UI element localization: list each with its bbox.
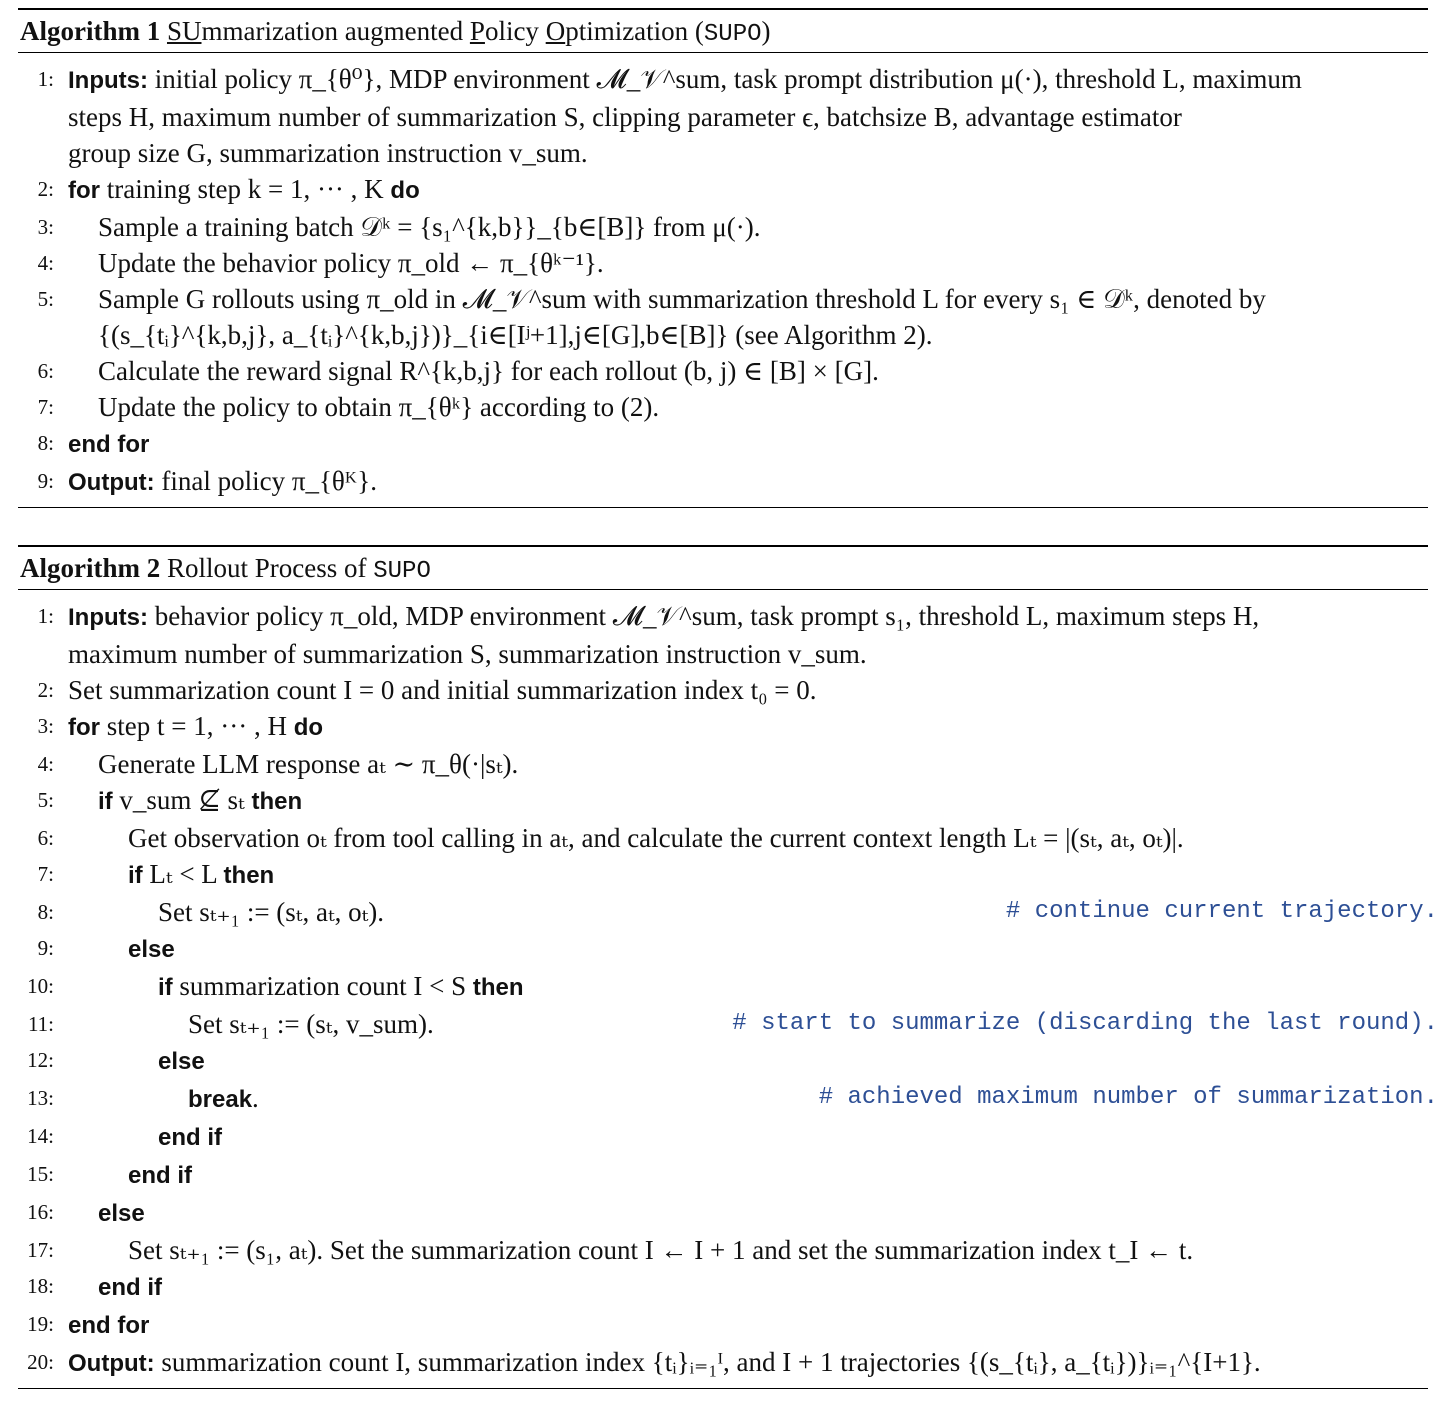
keyword: then (251, 788, 303, 815)
line-number: 13: (27, 1086, 54, 1110)
bottom-rule (18, 507, 1428, 508)
line-text: Calculate the reward signal R^{k,b,j} for each rollout (b, j) ∈ [B] × [G]. (98, 356, 879, 386)
line-text: Update the policy to obtain π_{θᵏ} according to (2). (98, 392, 660, 422)
algo-line (18, 61, 1428, 99)
keyword: for (68, 714, 100, 741)
line-number: 19: (27, 1312, 54, 1336)
algo-line (18, 930, 1428, 968)
algo-line (18, 171, 1428, 209)
title-text: Rollout Process of (166, 553, 367, 583)
algo-line (18, 281, 1428, 317)
algo-line (18, 1006, 1438, 1042)
line-number: 5: (37, 287, 54, 311)
algo-line (18, 425, 1428, 463)
keyword: end for (68, 1312, 150, 1339)
keyword: do (390, 177, 420, 204)
title-part: P (469, 16, 485, 46)
keyword: if (98, 788, 113, 815)
algo-line (18, 1232, 1428, 1268)
keyword: if (128, 862, 143, 889)
line-text: step t = 1, ··· , H (106, 711, 287, 741)
line-number: 12: (27, 1048, 54, 1072)
line-number: 16: (27, 1200, 54, 1224)
algorithm-1-body (18, 53, 1428, 507)
line-text: Sample a training batch 𝒟ᵏ = {s₁^{k,b}}_{b∈[B]} from μ(·). (98, 212, 761, 242)
line-number: 4: (37, 752, 54, 776)
code-comment: # start to summarize (discarding the last round). (732, 1010, 1438, 1037)
keyword: end for (68, 431, 150, 458)
line-number: 8: (37, 900, 54, 924)
algo-line (18, 353, 1428, 389)
keyword: then (223, 862, 275, 889)
algo-line (18, 894, 1438, 930)
keyword: break (188, 1086, 253, 1113)
line-number: 3: (37, 714, 54, 738)
line-number: 14: (27, 1124, 54, 1148)
algo-line (18, 1194, 1428, 1232)
algo-line (18, 209, 1428, 245)
algo-line (18, 1118, 1428, 1156)
algorithm-1-title (18, 10, 1428, 52)
line-text: Set sₜ₊₁ := (sₜ, aₜ, oₜ). (158, 897, 385, 927)
algo-line (18, 317, 1428, 353)
bottom-rule (18, 1388, 1428, 1389)
keyword: else (158, 1048, 205, 1075)
algorithm-1-box (18, 8, 1428, 508)
algo-line (18, 463, 1428, 501)
line-text: {(s_{tᵢ}^{k,b,j}, a_{tᵢ}^{k,b,j})}_{i∈[Iʲ+1],j∈[G],b∈[B]} (see Algorithm 2). (98, 320, 933, 350)
algo-line (18, 968, 1428, 1006)
algo-line (18, 99, 1428, 135)
line-text: Set sₜ₊₁ := (sₜ, v_sum). (188, 1009, 434, 1039)
algo-line (18, 245, 1428, 281)
line-number: 18: (27, 1274, 54, 1298)
keyword: then (472, 974, 524, 1001)
line-text: Lₜ < L (149, 859, 217, 889)
algo-line (18, 1080, 1438, 1118)
line-number: 6: (37, 359, 54, 383)
algorithm-2-title (18, 547, 1428, 589)
line-text: . (252, 1083, 259, 1113)
keyword: if (158, 974, 173, 1001)
line-number: 20: (27, 1350, 54, 1374)
line-number: 1: (37, 604, 54, 628)
keyword: else (98, 1200, 145, 1227)
title-part: ) (761, 16, 771, 46)
title-part: mmarization augmented (201, 16, 470, 46)
algo-line (18, 1042, 1428, 1080)
line-number: 1: (37, 67, 54, 91)
line-text: group size G, summarization instruction v_sum. (68, 138, 588, 168)
keyword: Output: (68, 1350, 155, 1377)
algo-line (18, 389, 1428, 425)
keyword: Output: (68, 469, 155, 496)
title-part: olicy (484, 16, 546, 46)
line-text: summarization count I, summarization index {tᵢ}ᵢ₌₁ᴵ, and I + 1 trajectories {(s_{tᵢ}, a_{tᵢ})}ᵢ₌₁^{I+1}. (161, 1347, 1261, 1377)
line-number: 7: (37, 395, 54, 419)
line-text: training step k = 1, ··· , K (106, 174, 384, 204)
line-text: behavior policy π_old, MDP environment 𝓜_𝒱^sum, task prompt s₁, threshold L, maximum steps H, (154, 601, 1260, 631)
keyword: end if (128, 1162, 192, 1189)
line-text: summarization count I < S (179, 971, 467, 1001)
title-part: SU (166, 16, 202, 46)
algo-line (18, 820, 1428, 856)
algo-line (18, 1156, 1428, 1194)
title-code: SUPO (703, 21, 762, 48)
line-text: Update the behavior policy π_old ← π_{θᵏ⁻¹}. (98, 248, 604, 278)
line-number: 10: (27, 974, 54, 998)
title-code: SUPO (373, 558, 431, 585)
title-part: O (545, 16, 566, 46)
line-number: 2: (37, 177, 54, 201)
line-number: 11: (27, 1012, 54, 1036)
line-number: 6: (37, 826, 54, 850)
code-comment: # achieved maximum number of summarization. (818, 1084, 1438, 1111)
algo-line (18, 1344, 1428, 1382)
algorithm-label: Algorithm 1 (20, 16, 161, 46)
line-text: Set summarization count I = 0 and initial summarization index t₀ = 0. (68, 675, 817, 705)
algorithm-2-box (18, 545, 1438, 1389)
line-text: Sample G rollouts using π_old in 𝓜_𝒱^sum with summarization threshold L for every s₁ ∈ 𝒟ᵏ, denoted by (98, 284, 1266, 314)
line-number: 2: (37, 678, 54, 702)
keyword: for (68, 177, 100, 204)
line-text: Get observation oₜ from tool calling in aₜ, and calculate the current context length Lₜ = |(sₜ, aₜ, oₜ)|. (128, 823, 1184, 853)
keyword: do (293, 714, 324, 741)
algo-line (18, 1268, 1428, 1306)
line-text: v_sum ⊈ sₜ (119, 785, 245, 815)
line-number: 15: (27, 1162, 54, 1186)
algo-line (18, 708, 1428, 746)
keyword: end if (98, 1274, 162, 1301)
algorithm-2-body (18, 590, 1438, 1388)
algo-line (18, 782, 1428, 820)
line-number: 9: (37, 936, 54, 960)
line-number: 17: (27, 1238, 54, 1262)
line-number: 8: (37, 431, 54, 455)
code-comment: # continue current trajectory. (1005, 898, 1438, 925)
line-text: Generate LLM response aₜ ∼ π_θ(·|sₜ). (98, 749, 519, 779)
title-part: ptimization ( (565, 16, 704, 46)
algo-line (18, 746, 1428, 782)
algorithm-label: Algorithm 2 (20, 553, 161, 583)
keyword: Inputs: (68, 67, 148, 94)
line-number: 5: (37, 788, 54, 812)
algo-line (18, 636, 1428, 672)
line-text: final policy π_{θᴷ}. (161, 466, 377, 496)
line-number: 4: (37, 251, 54, 275)
keyword: end if (158, 1124, 222, 1151)
algo-line (18, 856, 1428, 894)
line-text: initial policy π_{θ⁰}, MDP environment 𝓜_𝒱^sum, task prompt distribution μ(·), threshold L, maximum (154, 64, 1302, 94)
line-text: maximum number of summarization S, summarization instruction v_sum. (68, 639, 867, 669)
algo-line (18, 598, 1428, 636)
keyword: Inputs: (68, 604, 148, 631)
line-number: 7: (37, 862, 54, 886)
line-text: steps H, maximum number of summarization S, clipping parameter ϵ, batchsize B, advantage estimator (68, 102, 1182, 132)
line-number: 3: (37, 215, 54, 239)
line-number: 9: (37, 469, 54, 493)
algo-line (18, 672, 1428, 708)
algo-line (18, 135, 1428, 171)
line-text: Set sₜ₊₁ := (s₁, aₜ). Set the summarization count I ← I + 1 and set the summarization index t_I ← t. (128, 1235, 1194, 1265)
algo-line (18, 1306, 1428, 1344)
keyword: else (128, 936, 175, 963)
